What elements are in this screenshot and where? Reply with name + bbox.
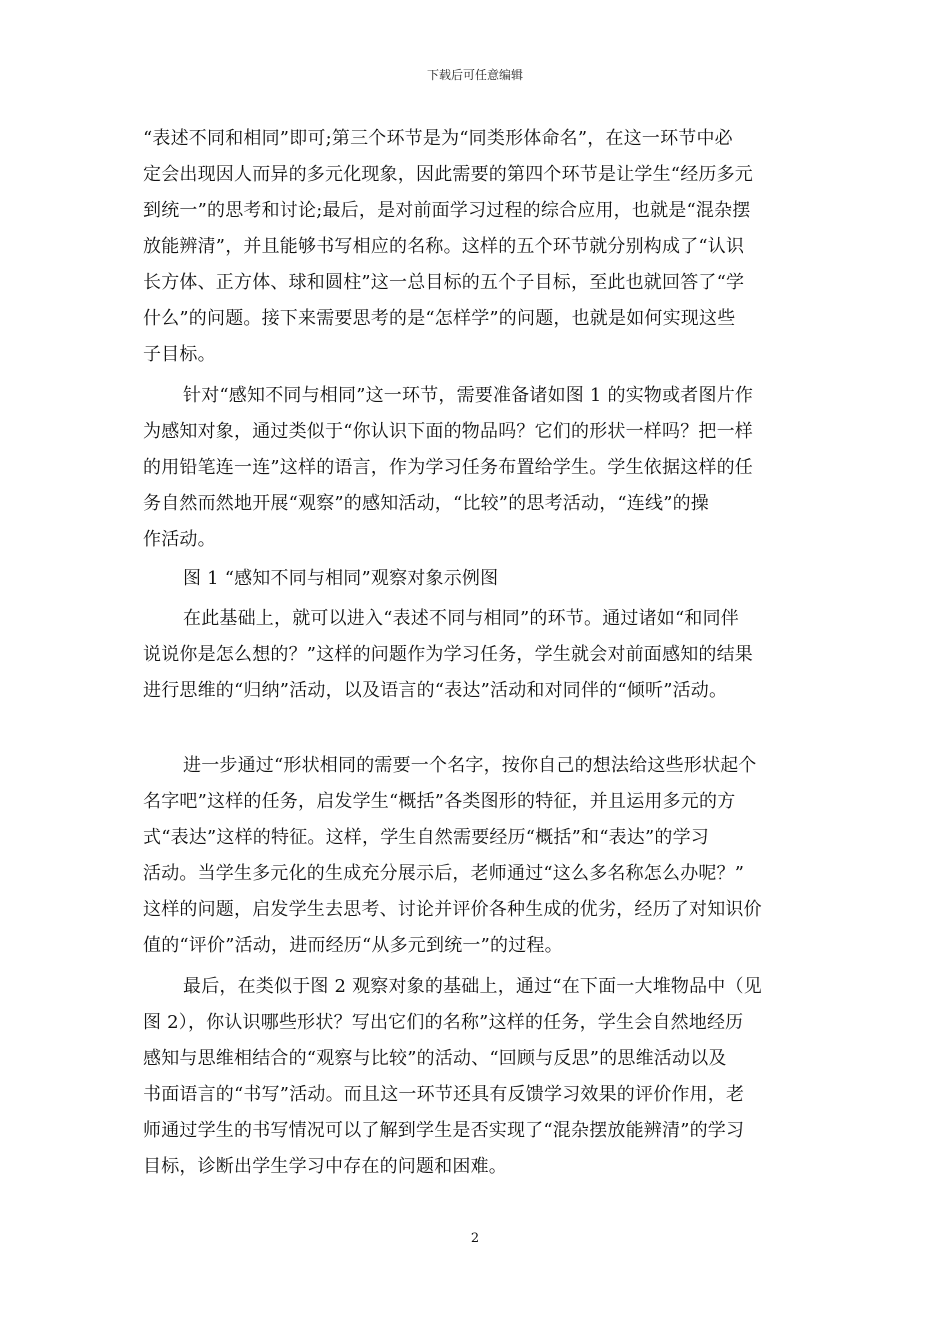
text-line: 名字吧”这样的任务，启发学生“概括”各类图形的特征，并且运用多元的方 <box>143 791 736 812</box>
text-line: 定会出现因人而异的多元化现象，因此需要的第四个环节是让学生“经历多元 <box>143 164 753 185</box>
text-line: 进一步通过“形状相同的需要一个名字，按你自己的想法给这些形状起个 <box>183 755 757 776</box>
text-line: 到统一”的思考和讨论;最后，是对前面学习过程的综合应用，也就是“混杂摆 <box>143 200 751 221</box>
text-line: 活动。当学生多元化的生成充分展示后，老师通过“这么多名称怎么办呢？” <box>143 863 745 884</box>
text-line: 在此基础上，就可以进入“表述不同与相同”的环节。通过诸如“和同伴 <box>183 608 740 629</box>
text-line: 什么”的问题。接下来需要思考的是“怎样学”的问题，也就是如何实现这些 <box>143 308 736 329</box>
text-line: 说说你是怎么想的？”这样的问题作为学习任务，学生就会对前面感知的结果 <box>143 644 753 665</box>
text-line: 最后，在类似于图 2 观察对象的基础上，通过“在下面一大堆物品中（见 <box>183 976 762 997</box>
text-line: 式“表达”这样的特征。这样，学生自然需要经历“概括”和“表达”的学习 <box>143 827 710 848</box>
text-line: 为感知对象，通过类似于“你认识下面的物品吗？它们的形状一样吗？把一样 <box>143 421 753 442</box>
text-line: 这样的问题，启发学生去思考、讨论并评价各种生成的优劣，经历了对知识价 <box>143 899 762 920</box>
text-line: 书面语言的“书写”活动。而且这一环节还具有反馈学习效果的评价作用，老 <box>143 1084 745 1105</box>
text-line: 图 2），你认识哪些形状？写出它们的名称”这样的任务，学生会自然地经历 <box>143 1012 744 1033</box>
text-line: 感知与思维相结合的“观察与比较”的活动、“回顾与反思”的思维活动以及 <box>143 1048 727 1069</box>
page-header: 下载后可任意编辑 <box>426 68 523 82</box>
page-number: 2 <box>470 1231 480 1246</box>
text-line: 进行思维的“归纳”活动，以及语言的“表达”活动和对同伴的“倾听”活动。 <box>143 680 728 701</box>
text-line: 作活动。 <box>143 529 216 550</box>
text-line: 子目标。 <box>143 344 216 365</box>
figure-caption: 图 1 “感知不同与相同”观察对象示例图 <box>183 568 499 589</box>
text-line: 放能辨清”，并且能够书写相应的名称。这样的五个环节就分别构成了“认识 <box>143 236 745 257</box>
text-line: 目标，诊断出学生学习中存在的问题和困难。 <box>143 1156 507 1177</box>
text-line: “表述不同和相同”即可;第三个环节是为“同类形体命名”，在这一环节中必 <box>143 128 733 149</box>
text-line: 针对“感知不同与相同”这一环节，需要准备诸如图 1 的实物或者图片作 <box>183 385 754 406</box>
text-line: 务自然而然地开展“观察”的感知活动，“比较”的思考活动，“连线”的操 <box>143 493 710 514</box>
text-line: 师通过学生的书写情况可以了解到学生是否实现了“混杂摆放能辨清”的学习 <box>143 1120 745 1141</box>
text-line: 值的“评价”活动，进而经历“从多元到统一”的过程。 <box>143 935 563 956</box>
text-line: 的用铅笔连一连”这样的语言，作为学习任务布置给学生。学生依据这样的任 <box>143 457 753 478</box>
text-line: 长方体、正方体、球和圆柱”这一总目标的五个子目标，至此也就回答了“学 <box>143 272 745 293</box>
